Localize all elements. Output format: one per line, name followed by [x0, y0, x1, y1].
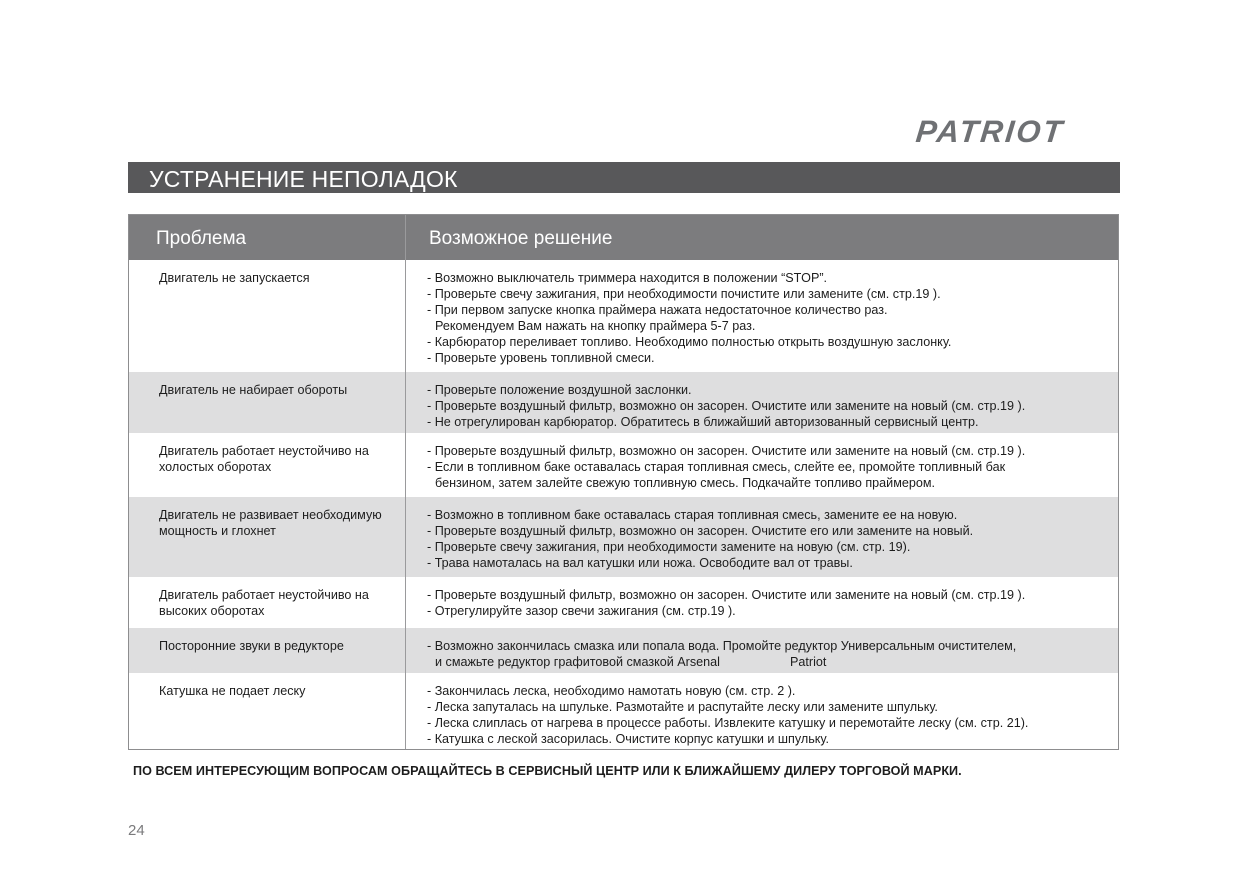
problem-cell: Двигатель не развивает необходимую мощность и глохнет [159, 508, 382, 538]
problem-cell: Посторонние звуки в редукторе [159, 639, 344, 653]
solution-line [427, 654, 1117, 670]
solution-line: - Возможно выключатель триммера находится в положении “STOP”. [427, 271, 828, 285]
table-row [129, 260, 1118, 372]
solution-line: Рекомендуем Вам нажать на кнопку праймера 5-7 раз. [435, 319, 756, 333]
solution-line: - Леска слиплась от нагрева в процессе работы. Извлеките катушку и перемотайте леску (см. стр. 21). [427, 716, 1029, 730]
table-row [129, 577, 1118, 628]
solution-line: бензином, затем залейте свежую топливную смесь. Подкачайте топливо праймером. [435, 476, 936, 490]
header-solution: Возможное решение [429, 228, 613, 249]
patriot-logo: PATRIOT [914, 114, 1067, 149]
solution-line: - Проверьте уровень топливной смеси. [427, 351, 655, 365]
solution-cell [427, 382, 1117, 430]
page-number: 24 [128, 822, 145, 839]
solution-line: - Если в топливном баке оставалась старая топливная смесь, слейте ее, промойте топливный бак [427, 460, 1006, 474]
problem-cell: Двигатель не набирает обороты [159, 383, 348, 397]
solution-line: - Проверьте воздушный фильтр, возможно он засорен. Очистите или замените на новый (см. стр.19 ). [427, 399, 1026, 413]
service-center-note: ПО ВСЕМ ИНТЕРЕСУЮЩИМ ВОПРОСАМ ОБРАЩАЙТЕСЬ В СЕРВИСНЫЙ ЦЕНТР ИЛИ К БЛИЖАЙШЕМУ ДИЛЕРУ ТОРГОВОЙ МАРКИ. [133, 764, 962, 778]
solution-line: - Трава намоталась на вал катушки или ножа. Освободите вал от травы. [427, 556, 853, 570]
problem-cell: Двигатель работает неустойчиво на холостых оборотах [159, 444, 369, 474]
table-row [129, 497, 1118, 577]
solution-line-part: и смажьте редуктор графитовой смазкой Arsenal [435, 655, 720, 669]
solution-line: - Проверьте воздушный фильтр, возможно он засорен. Очистите или замените на новый (см. стр.19 ). [427, 444, 1026, 458]
table-header [129, 215, 1118, 260]
table-row [129, 673, 1118, 749]
table-row [129, 628, 1118, 673]
solution-line: - Проверьте воздушный фильтр, возможно он засорен. Очистите или замените на новый (см. стр.19 ). [427, 588, 1026, 602]
table-row [129, 372, 1118, 433]
solution-cell [427, 638, 1117, 670]
table-row [129, 433, 1118, 497]
solution-cell [427, 507, 1117, 571]
section-title: УСТРАНЕНИЕ НЕПОЛАДОК [149, 166, 458, 192]
solution-line: - Возможно закончилась смазка или попала вода. Промойте редуктор Универсальным очистителем, [427, 639, 1017, 653]
solution-line: - Леска запуталась на шпульке. Размотайте и распутайте леску или замените шпульку. [427, 700, 938, 714]
solution-cell [427, 587, 1117, 619]
solution-line: - Карбюратор переливает топливо. Необходимо полностью открыть воздушную заслонку. [427, 335, 952, 349]
solution-line: - При первом запуске кнопка праймера нажата недостаточное количество раз. [427, 303, 888, 317]
problem-cell: Двигатель не запускается [159, 271, 310, 285]
solution-line: - Проверьте воздушный фильтр, возможно он засорен. Очистите его или замените на новый. [427, 524, 974, 538]
solution-line: - Катушка с леской засорилась. Очистите корпус катушки и шпульку. [427, 732, 829, 746]
solution-cell [427, 683, 1117, 747]
solution-line: - Проверьте свечу зажигания, при необходимости почистите или замените (см. стр.19 ). [427, 287, 941, 301]
solution-line: - Проверьте свечу зажигания, при необходимости замените на новую (см. стр. 19). [427, 540, 911, 554]
solution-line: - Не отрегулирован карбюратор. Обратитесь в ближайший авторизованный сервисный центр. [427, 415, 979, 429]
solution-line: - Проверьте положение воздушной заслонки. [427, 383, 692, 397]
section-title-bar [128, 162, 1120, 193]
solution-line-part: Patriot [789, 655, 827, 669]
header-problem: Проблема [156, 228, 247, 249]
solution-line: - Закончилась леска, необходимо намотать новую (см. стр. 2 ). [427, 684, 796, 698]
troubleshooting-table [128, 214, 1119, 750]
solution-cell [427, 270, 1117, 366]
solution-line: - Возможно в топливном баке оставалась старая топливная смесь, замените ее на новую. [427, 508, 958, 522]
problem-cell: Катушка не подает леску [159, 684, 306, 698]
problem-cell: Двигатель работает неустойчиво на высоких оборотах [159, 588, 369, 618]
solution-line: - Отрегулируйте зазор свечи зажигания (см. стр.19 ). [427, 604, 736, 618]
column-divider [405, 215, 406, 749]
solution-cell [427, 443, 1117, 491]
